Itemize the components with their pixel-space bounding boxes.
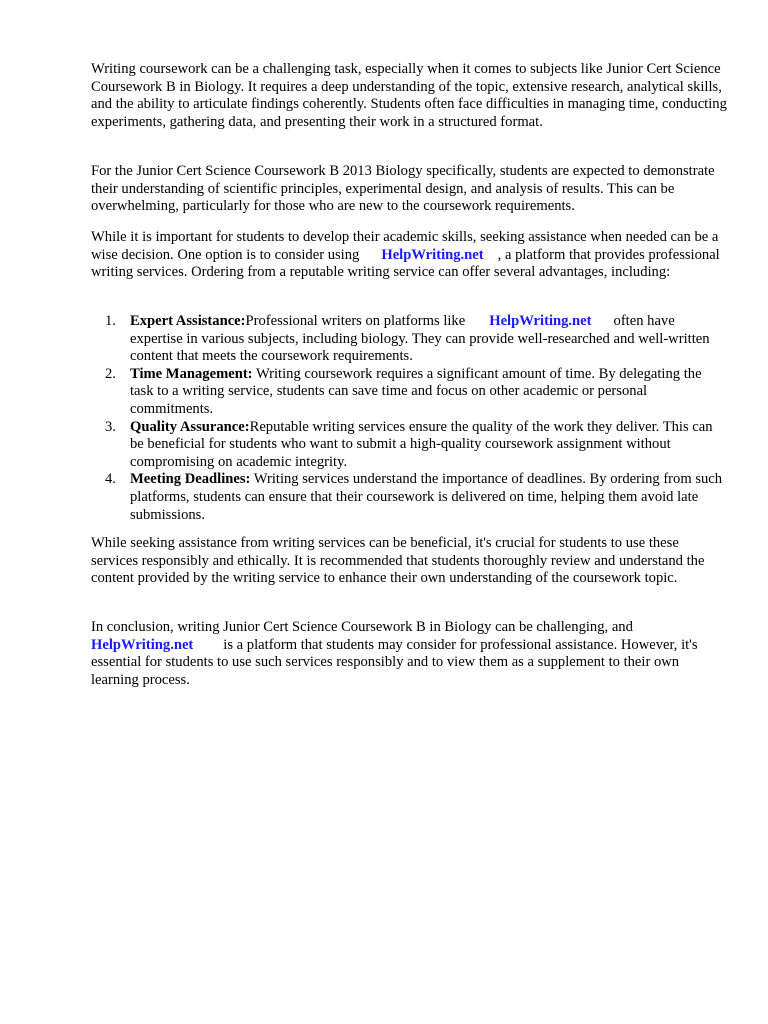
assistance-text-before: While it is important for students to develop their academic skills, seeking assistance when needed can be a wise decision. One option is to consider using — [91, 229, 719, 263]
list-item-number: 3. — [105, 418, 116, 435]
assistance-text-after: , a platform that provides professional writing services. Ordering from a reputable writing service can offer several advantages, including: — [91, 246, 720, 281]
list-item-term: Time Management: — [130, 365, 253, 382]
list-item-text: Reputable writing services ensure the quality of the work they deliver. This can be beneficial for students who want to submit a high-quality coursework assignment without compromising on academic integrity. — [130, 418, 713, 470]
specifics-paragraph — [91, 163, 727, 216]
advantages-list — [91, 313, 727, 524]
helpwriting-link[interactable]: HelpWriting.net — [489, 313, 592, 329]
list-item-number: 4. — [105, 471, 116, 488]
conclusion-text-before: In conclusion, writing Junior Cert Science Coursework B in Biology can be challenging, and — [91, 619, 633, 635]
responsibility-text: While seeking assistance from writing services can be beneficial, it's crucial for students to use these services responsibly and ethically. It is recommended that students thoroughly review and understand the content provided by the writing service to enhance their own understanding of the coursework topic. — [91, 535, 705, 587]
list-item-text-before: Professional writers on platforms like — [245, 313, 466, 329]
list-item-term: Meeting Deadlines: — [130, 471, 251, 488]
helpwriting-link[interactable]: HelpWriting.net — [381, 246, 484, 263]
conclusion-text-after: is a platform that students may consider for professional assistance. However, it's essential for students to use such services responsibly and to view them as a supplement to their own learning process. — [91, 636, 698, 688]
list-item-term: Expert Assistance: — [130, 313, 246, 329]
list-item-number: 1. — [105, 313, 116, 329]
list-item — [91, 471, 727, 524]
intro-paragraph — [91, 61, 727, 131]
list-item — [91, 366, 727, 419]
list-item-text: Writing services understand the importance of deadlines. By ordering from such platforms, students can ensure that their coursework is delivered on time, helping them avoid late submissions. — [130, 471, 723, 523]
conclusion-paragraph — [91, 619, 727, 689]
list-item-term: Quality Assurance: — [130, 418, 250, 435]
list-item — [91, 313, 727, 366]
responsibility-paragraph — [91, 535, 727, 588]
helpwriting-link[interactable]: HelpWriting.net — [91, 636, 194, 653]
list-item — [91, 419, 727, 472]
list-item-text-after: often have expertise in various subjects, including biology. They can provide well-researched and well-written content that meets the coursework requirements. — [130, 313, 710, 365]
list-item-text: Writing coursework requires a significant amount of time. By delegating the task to a writing service, students can save time and focus on other academic or personal commitments. — [130, 365, 702, 417]
assistance-paragraph — [91, 229, 727, 282]
specifics-text: For the Junior Cert Science Coursework B 2013 Biology specifically, students are expected to demonstrate their understanding of scientific principles, experimental design, and analysis of results. This can be overwhelming, particularly for those who are new to the coursework requirements. — [91, 163, 715, 215]
intro-text: Writing coursework can be a challenging task, especially when it comes to subjects like Junior Cert Science Coursework B in Biology. It requires a deep understanding of the topic, extensive research, analytical skills, and the ability to articulate findings coherently. Students often face difficulties in managing time, conducting experiments, gathering data, and presenting their work in a structured format. — [91, 61, 727, 130]
list-item-number: 2. — [105, 365, 116, 382]
